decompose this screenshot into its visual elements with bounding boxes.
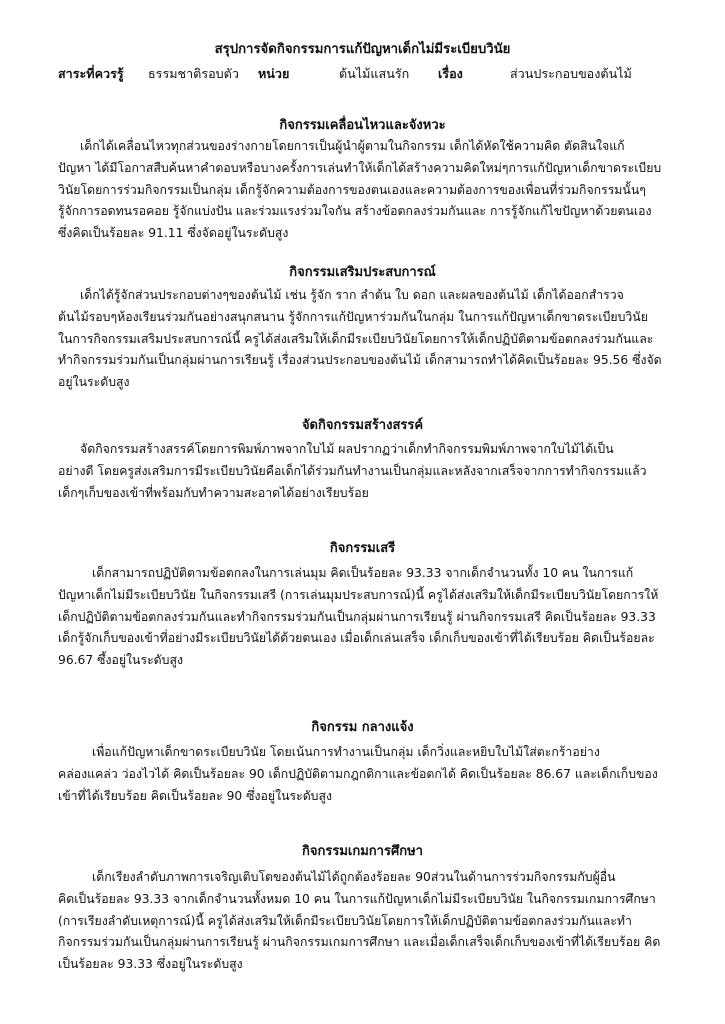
- paragraph-line: ทำกิจกรรมร่วมกันเป็นกลุ่มผ่านการเรียนรู้ เรื่องส่วนประกอบของต้นไม้ เด็กสามารถทำได้คิดเป็นร้อยละ 95.56 ซึ่งจัด: [58, 353, 662, 368]
- paragraph-line: ปัญหาเด็กไม่มีระเบียบวินัย ในกิจกรรมเสรี (การเล่นมุมประสบการณ์)นี้ ครูได้ส่งเสริมให้เด็กมีระเบียบวินัยโดยการให้: [58, 587, 659, 602]
- paragraph-line: ในการกิจกรรมเสริมประสบการณ์นี้ ครูได้ส่งเสริมให้เด็กมีระเบียบวินัยโดยการให้เด็กปฏิบัติตามข้อตกลงร่วมกันและ: [58, 331, 654, 346]
- section-paragraph-educational-game: [58, 867, 680, 976]
- paragraph-line: คิดเป็นร้อยละ 93.33 จากเด็กจำนวนทั้งหมด 10 คน ในการแก้ปัญหาเด็กไม่มีระเบียบวินัย ในกิจกรรมเกมการศึกษา: [58, 891, 656, 906]
- paragraph-line: เด็กๆเก็บของเข้าที่พร้อมกับทำความสะอาดได้อย่างเรียบร้อย: [58, 485, 369, 500]
- paragraph-line: ต้นไม้รอบๆห้องเรียนร่วมกันอย่างสนุกสนาน รู้จักการแก้ปัญหาร่วมกันในกลุ่ม ในการแก้ปัญหาเด็กขาดระเบียบวินัย: [58, 309, 648, 324]
- paragraph-line: อยู่ในระดับสูง: [58, 375, 130, 390]
- paragraph-line: เด็กเรียงลำดับภาพการเจริญเติบโตของต้นไม้ได้ถูกต้องร้อยละ 90ส่วนในด้านการร่วมกิจกรรมกับผู้อื่น: [92, 870, 616, 884]
- paragraph-line: คล่องแคล่ว ว่องไวได้ คิดเป็นร้อยละ 90 เด็กปฏิบัติตามกฎกติกาและข้อตกได้ คิดเป็นร้อยละ 86.67 และเด็กเก็บของ: [58, 766, 658, 781]
- paragraph-line: จัดกิจกรรมสร้างสรรค์โดยการพิมพ์ภาพจากใบไม้ ผลปรากฏว่าเด็กทำกิจกรรมพิมพ์ภาพจากใบไม้ได้เป็น: [80, 442, 614, 456]
- paragraph-line: เด็กปฏิบัติตามข้อตกลงร่วมกันและทำกิจกรรมร่วมกันเป็นกลุ่มผ่านการเรียนรู้ ผ่านกิจกรรมเสรี คิดเป็นร้อยละ 93.33: [58, 609, 656, 624]
- paragraph-line: วินัยโดยการร่วมกิจกรรมเป็นกลุ่ม เด็กรู้จักความต้องการของตนเองและความต้องการของเพื่อนที่ร่วมกิจกรรมนั้นๆ: [58, 182, 646, 197]
- paragraph-line: ปัญหา ได้มีโอกาสสืบค้นหาคำตอบหรือบางครั้งการเล่นทำให้เด็กได้สร้างความคิดใหม่ๆการแก้ปัญหาเด็กขาดระเบียบ: [58, 160, 662, 175]
- paragraph-line: (การเรียงลำดับเหตุการณ์)นี้ ครูได้ส่งเสริมให้เด็กมีระเบียบวินัยโดยการให้เด็กปฏิบัติตามข้อตกลงร่วมกันและทำ: [58, 913, 632, 928]
- section-heading-experience: กิจกรรมเสริมประสบการณ์: [289, 265, 436, 280]
- section-heading-creative: จัดกิจกรรมสร้างสรรค์: [301, 418, 424, 433]
- document-title: สรุปการจัดกิจกรรมการแก้ปัญหาเด็กไม่มีระเบียบวินัย: [214, 42, 511, 57]
- paragraph-line: เด็กรู้จักเก็บของเข้าที่อย่างมีระเบียบวินัยได้ด้วยตนเอง เมื่อเด็กเล่นเสร็จ เด็กเก็บของเข้าที่ได้เรียบร้อย คิดเป็นร้อยละ: [58, 631, 655, 646]
- subject-label: สาระที่ควรรู้: [58, 66, 124, 81]
- section-paragraph-experience: [58, 285, 680, 394]
- paragraph-line: กิจกรรมร่วมกันเป็นกลุ่มผ่านการเรียนรู้ ผ่านกิจกรรมเกมการศึกษา และเมื่อเด็กเสร็จเด็กเก็บของเข้าที่ได้เรียบร้อย คิด: [58, 935, 661, 950]
- paragraph-line: เด็กได้เคลื่อนไหวทุกส่วนของร่างกายโดยการเป็นผู้นำผู้ตามในกิจกรรม เด็กได้หัดใช้ความคิด ตัดสินใจแก้: [80, 139, 625, 153]
- section-heading-movement: กิจกรรมเคลื่อนไหวและจังหวะ: [279, 118, 446, 133]
- section-heading-educational-game: กิจกรรมเกมการศึกษา: [302, 844, 423, 859]
- section-heading-outdoor: กิจกรรม กลางแจ้ง: [311, 720, 414, 735]
- section-heading-free-play: กิจกรรมเสรี: [329, 541, 396, 556]
- unit-value: ต้นไม้แสนรัก: [339, 66, 410, 81]
- subject-value: ธรรมชาติรอบตัว: [148, 66, 239, 81]
- paragraph-line: รู้จักการอดทนรอคอย รู้จักแบ่งปัน และร่วมแรงร่วมใจกัน สร้างข้อตกลงร่วมกันและ การรู้จักแก้ไขปัญหาด้วยตนเอง: [58, 204, 652, 219]
- paragraph-line: เด็กสามารถปฏิบัติตามข้อตกลงในการเล่นมุม คิดเป็นร้อยละ 93.33 จากเด็กจำนวนทั้ง 10 คน ในการแก้: [92, 566, 634, 580]
- topic-value: ส่วนประกอบของต้นไม้: [510, 66, 632, 81]
- paragraph-line: เด็กได้รู้จักส่วนประกอบต่างๆของต้นไม้ เช่น รู้จัก ราก ลำต้น ใบ ดอก และผลของต้นไม้ เด็กได้ออกสำรวจ: [80, 288, 624, 302]
- paragraph-line: ซึ่งคิดเป็นร้อยละ 91.11 ซึ่งจัดอยู่ในระดับสูง: [58, 226, 289, 241]
- topic-label: เรื่อง: [438, 66, 463, 81]
- unit-label: หน่วย: [258, 66, 290, 81]
- document-meta-row: [0, 65, 725, 85]
- paragraph-line: เป็นร้อยละ 93.33 ซึ่งอยู่ในระดับสูง: [58, 957, 243, 972]
- paragraph-line: เข้าที่ได้เรียบร้อย คิดเป็นร้อยละ 90 ซึ่งอยู่ในระดับสูง: [58, 788, 333, 803]
- section-paragraph-outdoor: [58, 742, 680, 807]
- paragraph-line: เพื่อแก้ปัญหาเด็กขาดระเบียบวินัย โดยเน้นการทำงานเป็นกลุ่ม เด็กวิ่งและหยิบใบไม้ใส่ตะกร้าอย่าง: [92, 745, 600, 759]
- section-paragraph-creative: [58, 439, 680, 504]
- paragraph-line: 96.67 ซึ้งอยู่ในระดับสูง: [58, 653, 183, 668]
- section-paragraph-free-play: [58, 563, 680, 672]
- section-paragraph-movement: [58, 136, 680, 245]
- paragraph-line: อย่างดี โดยครูส่งเสริมการมีระเบียบวินัยคือเด็กได้ร่วมกันทำงานเป็นกลุ่มและหลังจากเสร็จจากการทำกิจกรรมแล้ว: [58, 463, 647, 478]
